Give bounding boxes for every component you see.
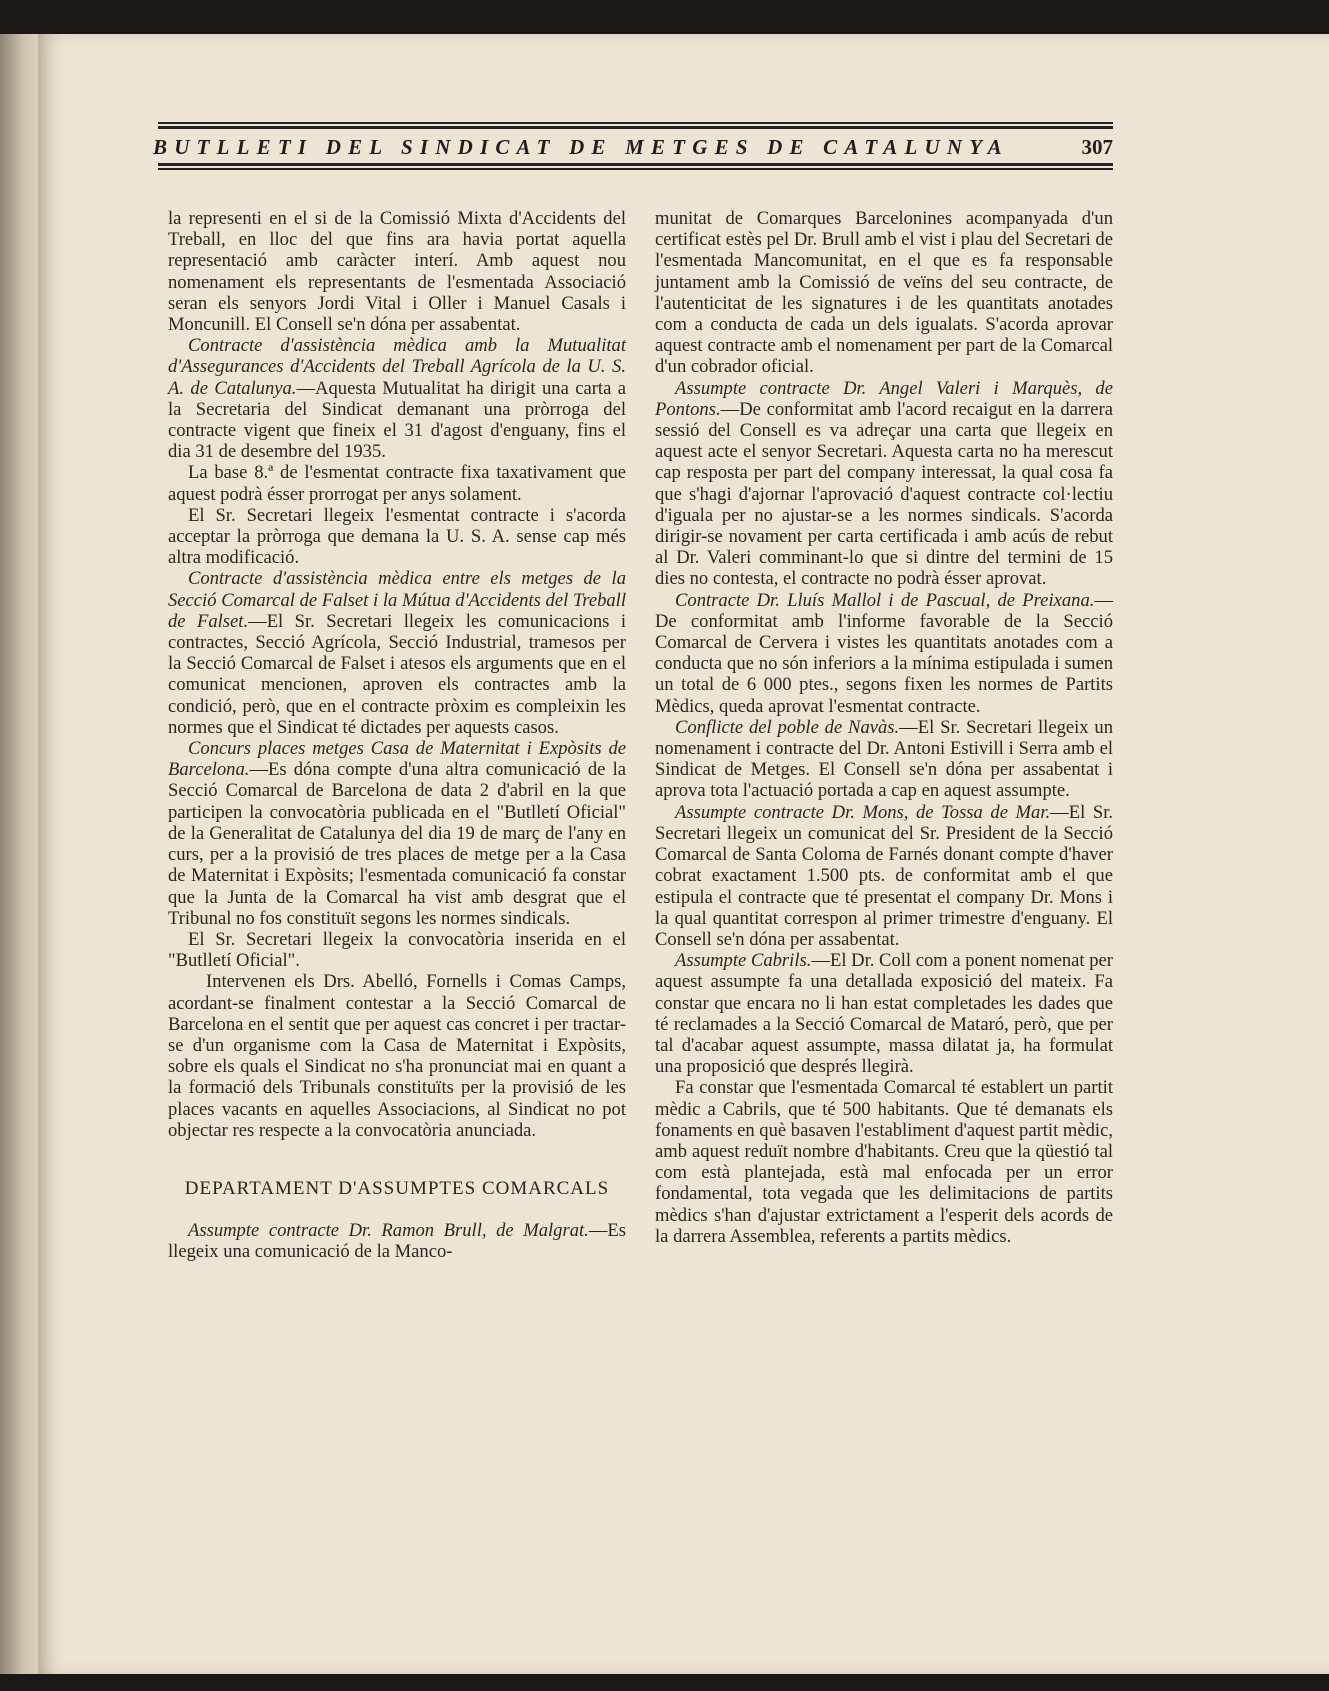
paragraph-title: Contracte d'assistència mèdica amb la Mutualitat d'Assegurances d'Accidents del Treball Agrícola de la U. S. A. de Catalunya.: [168, 335, 626, 399]
section-heading: DEPARTAMENT D'ASSUMPTES COMARCALS: [184, 1177, 610, 1199]
paragraph: Assumpte contracte Dr. Ramon Brull, de Malgrat.—Es llegeix una comunicació de la Manco-: [168, 1219, 626, 1263]
paragraph: Concurs places metges Casa de Maternitat i Expòsits de Barcelona.—Es dóna compte d'una altra comunicació de la Secció Comarcal de Barcelona de data 2 d'abril en la que participen la convocatòria publicada en el "Butlletí Oficial" de la Generalitat de Catalunya del dia 19 de març de l'any en curs, per a la provisió de tres places de metge per a la Casa de Maternitat i Expòsits; l'esmentada comunicació fa constar que la Junta de la Comarcal ha vist amb desgrat que el Tribunal no fos constituït segons les normes sindicals.: [168, 738, 626, 929]
paragraph: El Sr. Secretari llegeix la convocatòria inserida en el "Butlletí Oficial".: [168, 928, 626, 972]
paragraph: La base 8.ª de l'esmentat contracte fixa taxativament que aquest podrà ésser prorrogat per anys solament.: [168, 462, 626, 505]
book-spine: [0, 34, 40, 1674]
header-rule-bottom-2: [158, 168, 1113, 170]
paragraph-title: Assumpte Cabrils.: [675, 950, 812, 972]
header-rule-top-1: [158, 122, 1113, 124]
paragraph-title: Contracte Dr. Lluís Mallol i de Pascual, de Preixana.: [675, 589, 1095, 611]
right-column: [655, 208, 1113, 1247]
paragraph: Contracte Dr. Lluís Mallol i de Pascual, de Preixana.—De conformitat amb l'informe favorable de la Secció Comarcal de Cervera i vistes les quantitats anotades com a conducta que no són inferiors a la mínima estipulada i sumen un total de 6 000 ptes., segons fixen les normes de Partits Mèdics, queda aprovat l'esmentat contracte.: [655, 589, 1113, 717]
paragraph: Contracte d'assistència mèdica entre els metges de la Secció Comarcal de Falset i la Mútua d'Accidents del Treball de Falset.—El Sr. Secretari llegeix les comunicacions i contractes, Secció Agrícola, Secció Industrial, tramesos per la Secció Comarcal de Falset i atesos els arguments que en el comunicat mencionen, aproven els contractes amb la condició, però, que en el contracte pròxim es compleixin les normes que el Sindicat té dictades per aquests casos.: [168, 568, 626, 738]
paragraph-title: Assumpte contracte Dr. Angel Valeri i Marquès, de Pontons.: [655, 377, 1113, 420]
left-column: [168, 208, 626, 1262]
paragraph-title: Contracte d'assistència mèdica entre els metges de la Secció Comarcal de Falset i la Mútua d'Accidents del Treball de Falset.: [168, 568, 626, 632]
paragraph-title: Assumpte contracte Dr. Ramon Brull, de Malgrat.: [188, 1219, 589, 1241]
paragraph: El Sr. Secretari llegeix l'esmentat contracte i s'acorda acceptar la pròrroga que demana la U. S. A. sense cap més altra modificació.: [168, 504, 626, 569]
paragraph: munitat de Comarques Barcelonines acompanyada d'un certificat estès pel Dr. Brull amb el vist i plau del Secretari de l'esmentada Mancomunitat, en el que es fa responsable juntament amb la Comissió de veïns del seu contracte, de l'autenticitat de les signatures i de les quantitats anotades com a conducta de cada un dels igualats. S'acorda aprovar aquest contracte amb el nomenament per part de la Comarcal d'un cobrador oficial.: [655, 208, 1113, 378]
running-header: [153, 132, 1113, 162]
header-rule-bottom-1: [158, 163, 1113, 166]
paragraph-title: Assumpte contracte Dr. Mons, de Tossa de Mar.: [675, 801, 1051, 823]
paragraph-title: Concurs places metges Casa de Maternitat i Expòsits de Barcelona.: [168, 738, 626, 781]
page-number: 307: [1081, 134, 1113, 159]
journal-title: BUTLLETI DEL SINDICAT DE METGES DE CATALUNYA: [153, 134, 1009, 159]
paragraph: Assumpte contracte Dr. Angel Valeri i Marquès, de Pontons.—De conformitat amb l'acord recaigut en la darrera sessió del Consell es va adreçar una carta que llegeix en aquest acte el senyor Secretari. Aquesta carta no ha merescut cap resposta per part del company interessat, la qual cosa fa que s'hagi d'ajornar l'aprovació d'aquest contracte col·lectiu d'iguala per no ajustar-se a les normes sindicals. S'acorda dirigir-se novament per carta certificada i amb acús de rebut al Dr. Valeri comminant-lo que si dintre del termini de 15 dies no contesta, el contracte no podrà ésser aprovat.: [655, 377, 1113, 590]
paragraph: Intervenen els Drs. Abelló, Fornells i Comas Camps, acordant-se finalment contestar a la Secció Comarcal de Barcelona en el sentit que per aquest cas concret i per tractar-se d'un organisme com la Casa de Maternitat i Expòsits, sobre els quals el Sindicat no s'ha pronunciat mai en quant a la formació dels Tribunals constituïts per la provisió de les places vacants en aquelles Associacions, al Sindicat no pot objectar res respecte a la convocatòria anunciada.: [168, 971, 626, 1141]
paragraph: Conflicte del poble de Navàs.—El Sr. Secretari llegeix un nomenament i contracte del Dr. Antoni Estivill i Serra amb el Sindicat de Metges. El Consell se'n dóna per assabentat i aprova tota l'actuació portada a cap en aquest assumpte.: [655, 716, 1113, 802]
paragraph: Assumpte contracte Dr. Mons, de Tossa de Mar.—El Sr. Secretari llegeix un comunicat del Sr. President de la Secció Comarcal de Santa Coloma de Farnés donant compte d'haver cobrat exactament 1.500 pts. de conformitat amb el que estipula el contracte que té presentat el company Dr. Mons i la qual quantitat correspon al primer trimestre d'enguany. El Consell se'n dóna per assabentat.: [655, 801, 1114, 950]
paragraph: Fa constar que l'esmentada Comarcal té establert un partit mèdic a Cabrils, que té 500 habitants. Que té demanats els fonaments en què basaven l'establiment d'aquest partit mèdic, amb aquest reduït nombre d'habitants. Creu que la qüestió tal com està plantejada, està mal enfocada per un error fondamental, tota vegada que les delimitacions de partits mèdics s'han d'ajustar extrictament a l'esperit dels acords de la darrera Assemblea, referents a partits mèdics.: [655, 1077, 1113, 1247]
paragraph: Contracte d'assistència mèdica amb la Mutualitat d'Assegurances d'Accidents del Treball Agrícola de la U. S. A. de Catalunya.—Aquesta Mutualitat ha dirigit una carta a la Secretaria del Sindicat demanant una pròrroga del contracte vigent que fineix el 31 d'agost d'enguany, fins el dia 31 de desembre del 1935.: [168, 335, 626, 463]
paragraph: Assumpte Cabrils.—El Dr. Coll com a ponent nomenat per aquest assumpte fa una detallada exposició del mateix. Fa constar que encara no li han estat completades les dades que té reclamades a la Secció Comarcal de Mataró, però, que per tal d'acabar aquest assumpte, massa dilatat ja, ha formulat una proposició que després llegirà.: [655, 950, 1113, 1078]
paragraph-title: Conflicte del poble de Navàs.: [675, 716, 900, 738]
paragraph: la representi en el si de la Comissió Mixta d'Accidents del Treball, en lloc del que fins ara havia portat aquella representació amb caràcter interí. Amb aquest nou nomenament els representants de l'esmentada Associació seran els senyors Jordi Vital i Oller i Manuel Casals i Moncunill. El Consell se'n dóna per assabentat.: [168, 208, 626, 336]
header-rule-top-2: [158, 126, 1113, 129]
